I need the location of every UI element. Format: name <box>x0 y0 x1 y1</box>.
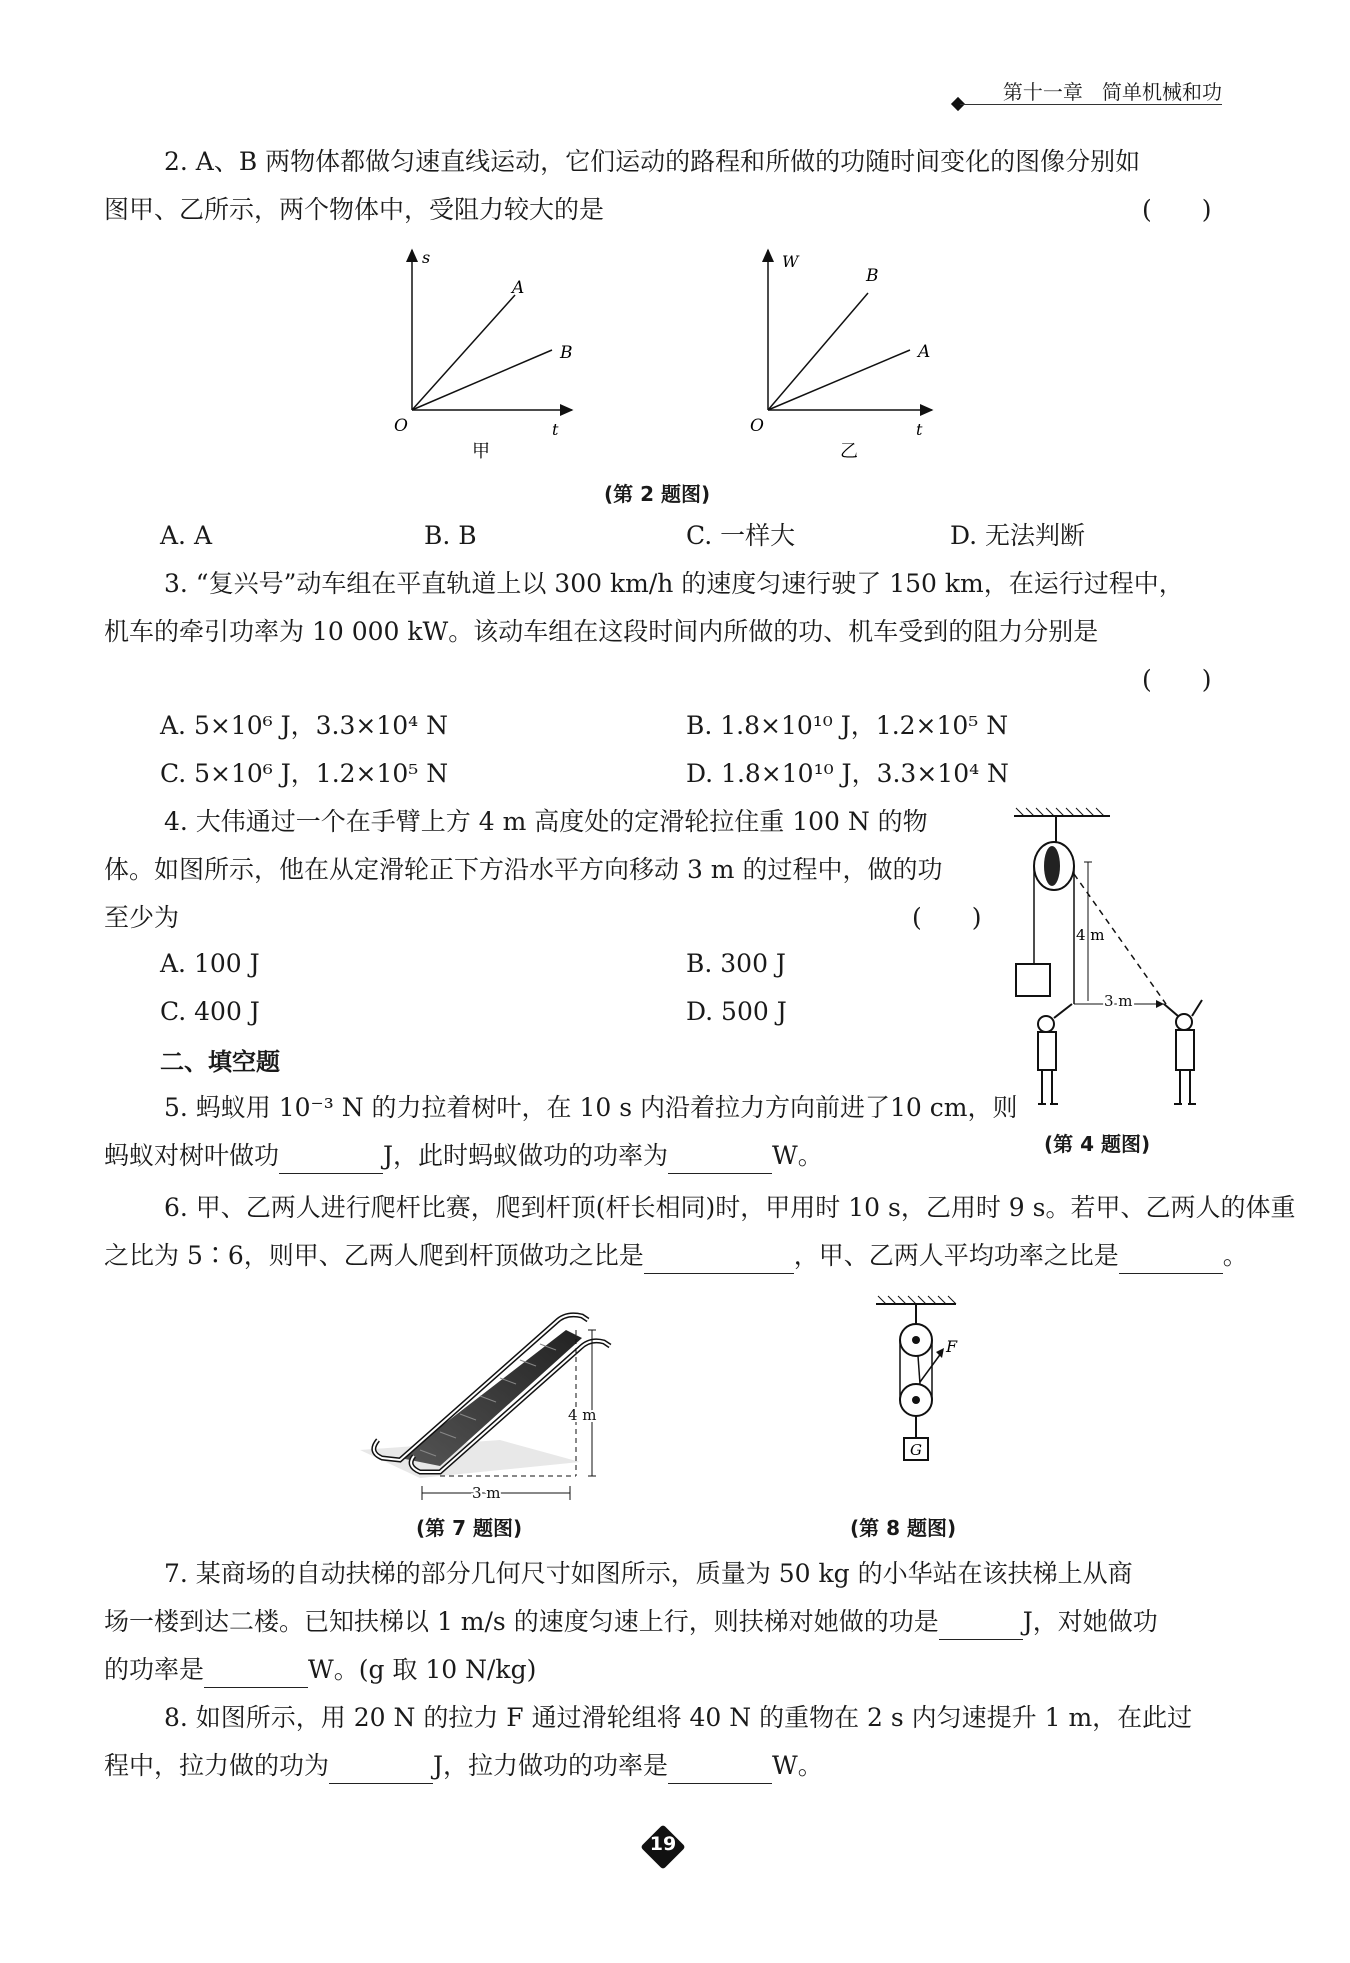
graph1-line-b <box>412 350 552 410</box>
q4-figure <box>1006 804 1246 1124</box>
q5-blank-power[interactable] <box>668 1145 772 1174</box>
q7-line2 <box>104 1604 1158 1640</box>
q6-line1: 6. 甲、乙两人进行爬杆比赛，爬到杆顶(杆长相同)时，甲用时 10 s，乙用时 9 s。若甲、乙两人的体重 <box>164 1193 1296 1222</box>
q3-option-a: A. 5×10⁶ J，3.3×10⁴ N <box>160 711 448 740</box>
page-number: 19 <box>649 1833 677 1855</box>
q3-option-d: D. 1.8×10¹⁰ J，3.3×10⁴ N <box>686 759 1009 788</box>
q6-line2 <box>104 1238 1248 1274</box>
q6-line2-a: 之比为 5∶6，则甲、乙两人爬到杆顶做功之比是 <box>104 1241 644 1270</box>
graph2-label-b: B <box>866 266 879 286</box>
q7-line2-b: J，对她做功 <box>1022 1607 1158 1636</box>
graph2-label-a: A <box>918 342 931 362</box>
graph2-x-label: t <box>916 420 923 439</box>
q3-line1: 3. “复兴号”动车组在平直轨道上以 300 km/h 的速度匀速行驶了 150 km，在运行过程中， <box>164 569 1184 598</box>
q7-line3-b: W。(g 取 10 N/kg) <box>308 1655 537 1684</box>
graph1-line-a <box>412 295 515 410</box>
q3-line2: 机车的牵引功率为 10 000 kW。该动车组在这段时间内所做的功、机车受到的阻力分别是 <box>104 617 1099 646</box>
q3-option-c: C. 5×10⁶ J，1.2×10⁵ N <box>160 759 449 788</box>
chapter-header <box>1003 76 1222 105</box>
chapter-title: 简单机械和功 <box>1102 80 1222 104</box>
q2-graphs <box>380 245 980 475</box>
q8-line2-b: J，拉力做功的功率是 <box>433 1751 669 1780</box>
q6-blank-power-ratio[interactable] <box>1119 1245 1223 1274</box>
q5-line2-b: J，此时蚂蚁做功的功率为 <box>383 1141 669 1170</box>
q2-caption: (第 2 题图) <box>604 482 711 506</box>
graph2-title: 乙 <box>840 441 858 462</box>
q8-blank-power[interactable] <box>668 1755 772 1784</box>
q5-line1: 5. 蚂蚁用 10⁻³ N 的力拉着树叶，在 10 s 内沿着拉力方向前进了10 cm，则 <box>164 1093 1018 1122</box>
q8-weight-label: G <box>910 1441 922 1459</box>
section-fill-in-title: 二、填空题 <box>160 1048 280 1076</box>
q7-line2-a: 场一楼到达二楼。已知扶梯以 1 m/s 的速度匀速上行，则扶梯对她做的功是 <box>104 1607 939 1636</box>
q2-option-c: C. 一样大 <box>686 521 796 550</box>
q7-escalator-figure <box>360 1290 630 1510</box>
graph1-label-b: B <box>560 343 573 363</box>
graph1-title: 甲 <box>472 441 490 462</box>
q8-caption: (第 8 题图) <box>850 1516 957 1540</box>
q8-line2 <box>104 1748 823 1784</box>
q4-option-b: B. 300 J <box>686 949 786 978</box>
weight-block-icon <box>1016 964 1050 996</box>
q2-answer-paren: ( ) <box>1142 195 1212 224</box>
graph1-y-label: s <box>422 248 431 267</box>
graph2-y-label: W <box>782 252 799 271</box>
q3-answer-paren: ( ) <box>1142 665 1212 694</box>
q8-line1: 8. 如图所示，用 20 N 的拉力 F 通过滑轮组将 40 N 的重物在 2 s 内匀速提升 1 m，在此过 <box>164 1703 1193 1732</box>
q4-width-label: 3 m <box>1104 992 1133 1010</box>
q6-line2-b: ，甲、乙两人平均功率之比是 <box>793 1241 1119 1270</box>
q4-height-label: 4 m <box>1076 926 1105 944</box>
page-number-badge <box>640 1824 686 1870</box>
q5-line2-a: 蚂蚁对树叶做功 <box>104 1141 280 1170</box>
q4-option-c: C. 400 J <box>160 997 260 1026</box>
graph2-line-b <box>768 293 868 410</box>
q3-option-b: B. 1.8×10¹⁰ J，1.2×10⁵ N <box>686 711 1009 740</box>
q5-blank-work[interactable] <box>279 1145 383 1174</box>
q7-line3-a: 的功率是 <box>104 1655 205 1684</box>
q4-option-d: D. 500 J <box>686 997 787 1026</box>
q7-blank-power[interactable] <box>204 1659 308 1688</box>
person-right-icon <box>1164 1000 1202 1104</box>
q7-width-label: 3 m <box>472 1484 501 1502</box>
q4-line1: 4. 大伟通过一个在手臂上方 4 m 高度处的定滑轮拉住重 100 N 的物 <box>164 807 928 836</box>
q2-option-d: D. 无法判断 <box>950 521 1086 550</box>
q6-blank-work-ratio[interactable] <box>644 1245 794 1274</box>
q7-line3 <box>104 1652 536 1688</box>
graph1-origin: O <box>394 416 408 436</box>
graph1-x-label: t <box>552 420 559 439</box>
q8-pulley-figure <box>860 1290 970 1510</box>
q4-answer-paren: ( ) <box>912 903 982 932</box>
q4-line3: 至少为 <box>104 903 180 932</box>
q7-blank-work[interactable] <box>939 1611 1023 1640</box>
q4-caption: (第 4 题图) <box>1044 1132 1151 1156</box>
graph2-line-a <box>768 350 910 410</box>
q4-option-a: A. 100 J <box>160 949 260 978</box>
q5-line2 <box>104 1138 823 1174</box>
q8-line2-c: W。 <box>772 1751 823 1780</box>
chapter-number: 第十一章 <box>1002 80 1083 104</box>
q2-option-a: A. A <box>160 521 213 550</box>
q5-line2-c: W。 <box>772 1141 823 1170</box>
q8-blank-work[interactable] <box>329 1755 433 1784</box>
graph2-origin: O <box>750 416 764 436</box>
q7-line1: 7. 某商场的自动扶梯的部分几何尺寸如图所示，质量为 50 kg 的小华站在该扶梯上从商 <box>164 1559 1133 1588</box>
q2-option-b: B. B <box>424 521 477 550</box>
q7-caption: (第 7 题图) <box>416 1516 523 1540</box>
q8-line2-a: 程中，拉力做的功为 <box>104 1751 330 1780</box>
q2-line2: 图甲、乙所示，两个物体中，受阻力较大的是 <box>104 195 605 224</box>
q8-force-label: F <box>946 1337 958 1356</box>
q2-line1: 2. A、B 两物体都做匀速直线运动，它们运动的路程和所做的功随时间变化的图像分别如 <box>164 147 1141 176</box>
q6-line2-c: 。 <box>1222 1241 1248 1270</box>
person-left-icon <box>1038 1004 1072 1104</box>
q7-height-label: 4 m <box>568 1406 597 1424</box>
q4-line2: 体。如图所示，他在从定滑轮正下方沿水平方向移动 3 m 的过程中，做的功 <box>104 855 943 884</box>
graph1-label-a: A <box>512 278 525 298</box>
